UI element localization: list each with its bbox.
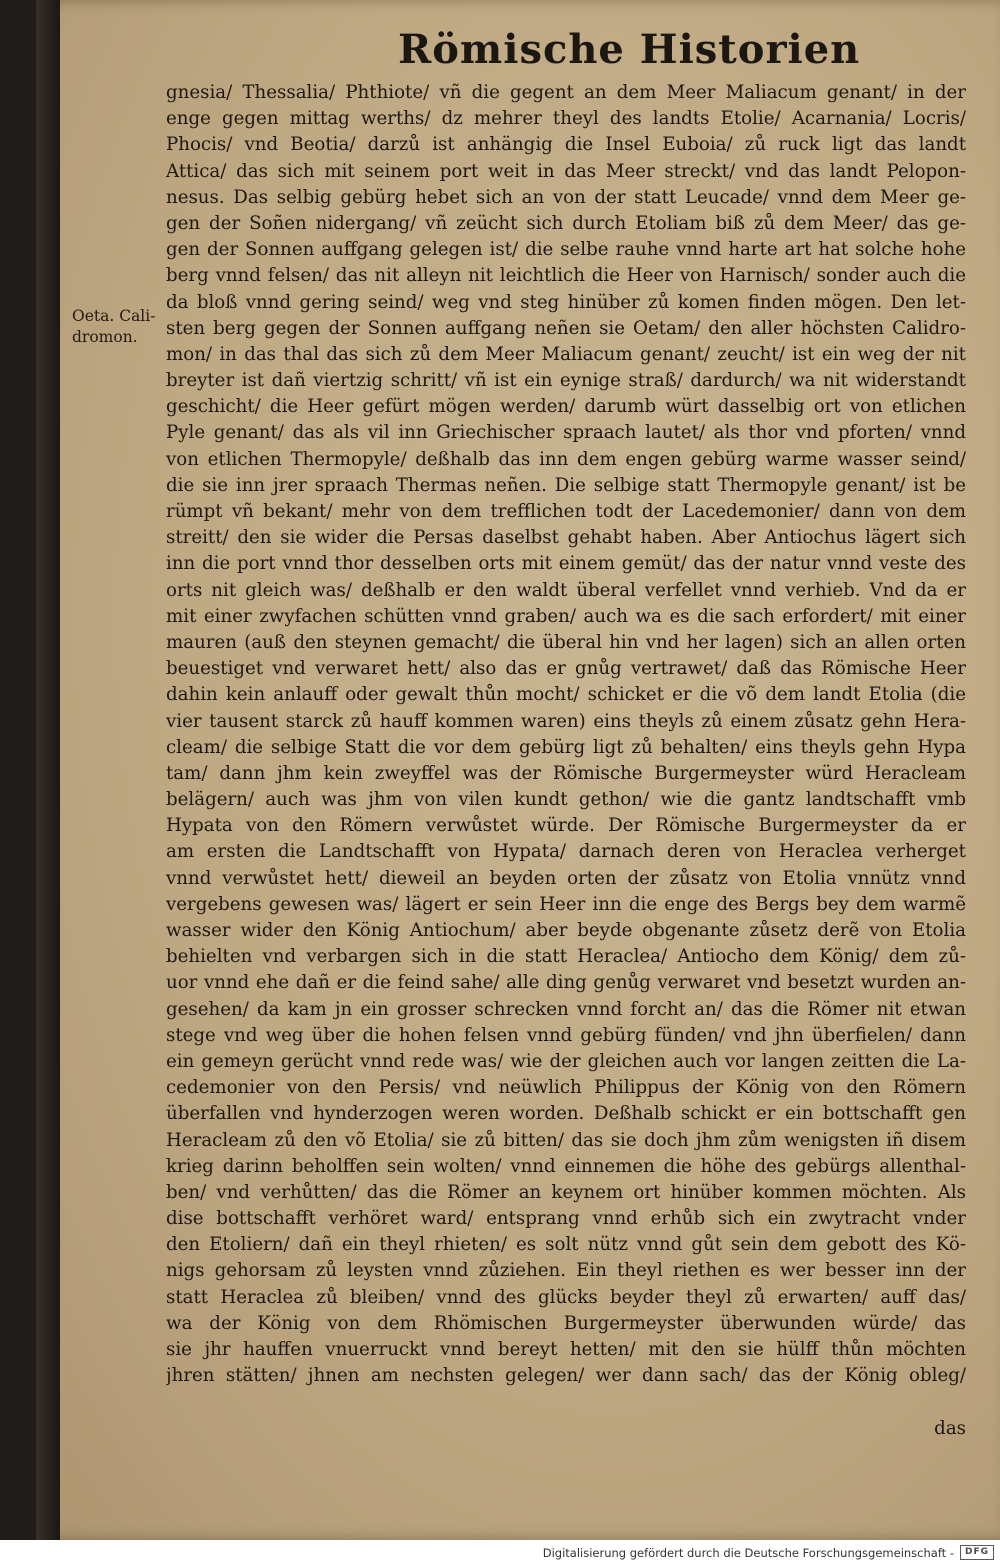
text-line: gen der Soñen nidergang/ vñ zeücht sich durch Etoliam biß zů dem Meer/ das ge- (166, 212, 966, 234)
text-line: vier tausent starck zů hauff kommen waren) eins theyls zů einem zůsatz gehn Hera- (166, 710, 966, 732)
text-line: vergebens gewesen was/ lägert er sein Heer inn die enge des Bergs bey dem warmẽ (166, 893, 966, 915)
text-line: mon/ in das thal das sich zů dem Meer Maliacum genant/ zeucht/ ist ein weg der nit (166, 343, 966, 365)
text-line: sie jhr hauffen vnuerruckt vnnd bereyt hetten/ mit den sie hülff thůn möchten (166, 1339, 966, 1360)
text-line: nesus. Das selbig gebürg hebet sich an von der statt Leucade/ vnnd dem Meer ge- (166, 186, 966, 208)
text-line: uor vnnd ehe dañ er die feind sahe/ alle ding genůg verwaret vnd besetzt wurden an- (166, 972, 966, 994)
text-line (166, 1389, 966, 1415)
text-line: Attica/ das sich mit seinem port weit in das Meer streckt/ vnd das landt Pelopon- (166, 160, 966, 182)
text-line: ben/ vnd verhůtten/ das die Römer an keynem ort hinüber kommen möchten. Als (166, 1181, 966, 1203)
text-line: die sie inn jrer spraach Thermas neñen. Die selbige statt Thermopyle genant/ ist be (166, 474, 966, 496)
text-line: den Etoliern/ dañ ein theyl rhieten/ es solt nütz vnnd gůt sein dem gebott des Kö- (166, 1234, 966, 1256)
text-line: berg vnnd felsen/ das nit alleyn nit leichtlich die Heer von Harnisch/ sonder auch die (166, 265, 966, 287)
text-line: mit einer zwyfachen schütten vnnd graben/ auch wa es die sach erfordert/ mit einer (166, 605, 966, 627)
text-line: gnesia/ Thessalia/ Phthiote/ vñ die gegent an dem Meer Maliacum genant/ in der (166, 82, 966, 103)
text-line: wa der König von dem Rhömischen Burgermeyster überwunden würde/ das (166, 1312, 966, 1334)
text-line: gesehen/ da kam jn ein grosser schrecken vnnd forcht an/ das die Römer nit etwan (166, 998, 966, 1020)
catchword: das (934, 1417, 966, 1439)
margin-note-line: Oeta. Cali- (72, 307, 156, 325)
text-line: vnnd verwůstet hett/ dieweil an beyden orten der zůsatz von Etolia vnnütz vnnd (166, 867, 966, 889)
text-line: Hypata von den Römern verwůstet würde. Der Römische Burgermeyster da er (166, 815, 966, 837)
text-line: am ersten die Landtschafft von Hypata/ darnach deren von Heraclea verherget (166, 841, 966, 863)
text-line: cedemonier von den Persis/ vnd neüwlich Philippus der König von den Römern (166, 1077, 966, 1099)
text-line: mauren (auß den steynen gemacht/ die überal hin vnd her lagen) sich an allen orten (166, 631, 966, 653)
text-line: belägern/ auch was jhm von vilen kundt gethon/ wie die gantz landtschafft vmb (166, 789, 966, 811)
footer-bar (0, 1540, 1000, 1566)
text-line: da bloß vnnd gering seind/ weg vnd steg hinüber zů komen finden mögen. Den let- (166, 291, 966, 313)
dfg-logo: DFG (960, 1545, 994, 1560)
text-line: stege vnd weg über die hohen felsen vnnd gebürg fünden/ vnd jhn überfielen/ dann (166, 1024, 966, 1046)
text-line: Heracleam zů den võ Etolia/ sie zů bitten/ das sie doch jhm zům wenigsten iñ disem (166, 1129, 966, 1151)
running-title: Römische Historien (398, 26, 861, 73)
text-line: krieg darinn beholffen sein wolten/ vnnd einnemen die höhe des gebürgs allenthal- (166, 1155, 966, 1177)
text-line: ein gemeyn gerücht vnnd rede was/ wie der gleichen auch vor langen zeitten die La- (166, 1050, 966, 1072)
text-line: enge gegen mittag werths/ dz mehrer theyl des landts Etolie/ Acarnania/ Locris/ (166, 108, 966, 130)
text-line: cleam/ die selbige Statt die vor dem gebürg ligt zů behalten/ eins theyls gehn Hypa (166, 736, 966, 758)
text-line: statt Heraclea zů bleiben/ vnnd des glücks beyder theyl zů erwarten/ auff das/ (166, 1286, 966, 1308)
text-line: rümpt vñ bekant/ mehr von dem trefflichen todt der Lacedemonier/ dann von dem (166, 501, 966, 522)
text-line: tam/ dann jhm kein zweyffel was der Römische Burgermeyster würd Heracleam (166, 762, 966, 784)
text-line: streitt/ den sie wider die Persas daselbst gehabt haben. Aber Antiochus lägert sich (166, 527, 966, 549)
text-line: gen der Sonnen auffgang gelegen ist/ die selbe rauhe vnnd harte art hat solche hohe (166, 239, 966, 261)
text-line: Phocis/ vnd Beotia/ darzů ist anhängig die Insel Euboia/ zů ruck ligt das landt (166, 134, 966, 156)
text-line: sten berg gegen der Sonnen auffgang neñen sie Oetam/ den aller höchsten Calidro- (166, 317, 966, 339)
text-line: behielten vnd verbargen sich in die statt Heraclea/ Antiocho dem König/ dem zů- (166, 946, 966, 968)
body-text (166, 80, 966, 1442)
text-line: überfallen vnd hynderzogen weren worden. Deßhalb schickt er ein bottschafft gen (166, 1103, 966, 1125)
text-line: geschicht/ die Heer gefürt mögen werden/ darumb würt dasselbig ort von etlichen (166, 396, 966, 418)
text-line: orts nit gleich was/ deßhalb er den waldt überal verfellet vnnd verhieb. Vnd da er (166, 579, 966, 601)
text-line: nigs gehorsam zů leysten vnnd zůziehen. Ein theyl riethen es wer besser inn der (166, 1260, 966, 1282)
text-line: dahin kein anlauff oder gewalt thůn mocht/ schicket er die võ dem landt Etolia (die (166, 684, 966, 706)
funding-credit: Digitalisierung gefördert durch die Deutsche Forschungsgemeinschaft - (542, 1546, 954, 1560)
text-line: breyter ist dañ viertzig schritt/ vñ ist ein eynige straß/ dardurch/ wa nit widerstandt (166, 370, 966, 392)
page-gutter (36, 0, 60, 1540)
margin-note (72, 306, 156, 348)
margin-note-line: dromon. (72, 328, 138, 346)
text-line: Pyle genant/ das als vil inn Griechischer spraach lautet/ als thor vnd pforten/ vnnd (166, 422, 966, 444)
text-line: von etlichen Thermopyle/ deßhalb das inn dem engen gebürg warme wasser seind/ (166, 448, 966, 470)
text-line: beuestiget vnd verwaret hett/ also das er gnůg vertrawet/ daß das Römische Heer (166, 658, 966, 680)
text-line: jhren stätten/ jhnen am nechsten gelegen/ wer dann sach/ das der König obleg/ (166, 1365, 966, 1387)
text-line: inn die port vnnd thor desselben orts mit einem gemüt/ das der natur vnnd veste des (166, 553, 966, 575)
text-line: wasser wider den König Antiochum/ aber beyde obgenante zůsetz derẽ von Etolia (166, 920, 966, 941)
text-line: dise bottschafft verhöret ward/ entsprang vnnd erhůb sich ein zwytracht vnder (166, 1208, 966, 1230)
